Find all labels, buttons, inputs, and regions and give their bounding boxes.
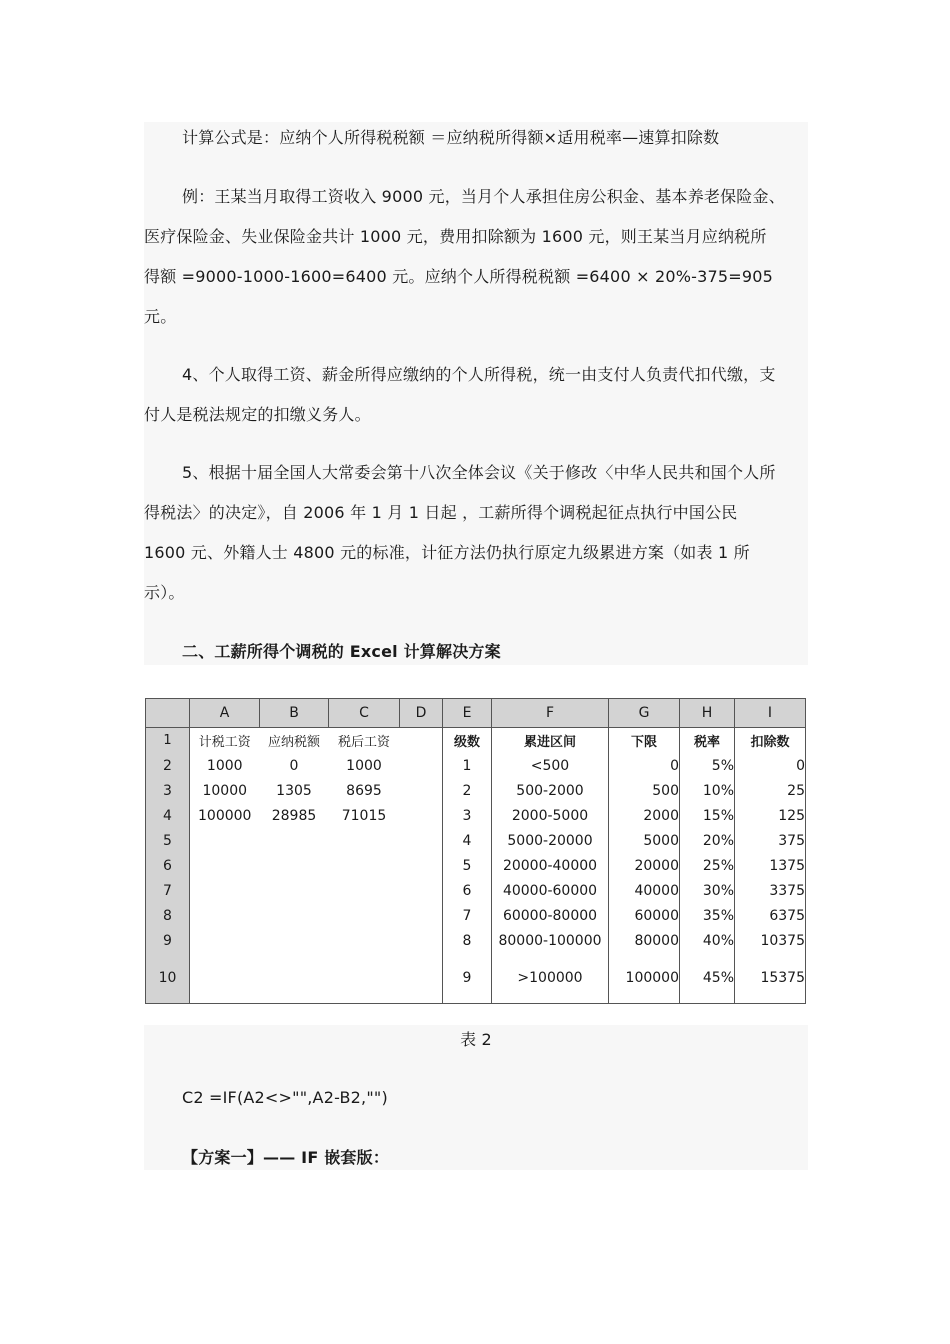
table-cell[interactable]: 2000 (609, 803, 680, 828)
table-cell[interactable]: 80000-100000 (492, 928, 609, 953)
table-cell[interactable]: 15375 (735, 953, 806, 1004)
table-cell[interactable]: 125 (735, 803, 806, 828)
table-cell[interactable] (190, 953, 260, 1004)
table-cell[interactable]: 10000 (202, 782, 248, 799)
table-cell[interactable]: 5% (680, 753, 735, 778)
table-cell[interactable]: 5000-20000 (492, 828, 609, 853)
column-header[interactable]: E (443, 699, 492, 728)
table-cell[interactable] (190, 903, 260, 928)
table-cell[interactable]: 4 (443, 828, 492, 853)
table-cell[interactable]: 3 (443, 803, 492, 828)
table-cell[interactable]: 8695 (346, 782, 382, 799)
table-cell[interactable] (400, 928, 443, 953)
column-header[interactable]: B (260, 699, 329, 728)
table-cell[interactable]: 8 (443, 928, 492, 953)
column-header-row (146, 699, 806, 728)
table-row (146, 728, 806, 754)
table-cell[interactable]: 500 (609, 778, 680, 803)
table-cell[interactable]: 6 (443, 878, 492, 903)
table-row (146, 853, 806, 878)
example-line-3: 得额 =9000-1000-1600=6400 元。应纳个人所得税税额 =6400 × 20%-375=905 (144, 267, 774, 286)
table-cell[interactable]: 0 (735, 753, 806, 778)
cell-header-taxable-wage[interactable]: 计税工资 (198, 735, 251, 750)
table-cell[interactable]: 3375 (735, 878, 806, 903)
example-paragraph (144, 177, 808, 337)
table-cell[interactable]: 375 (735, 828, 806, 853)
table-cell[interactable]: 7 (443, 903, 492, 928)
table-cell[interactable] (260, 853, 329, 878)
example-line-4: 元。 (144, 307, 177, 326)
table-cell[interactable] (260, 903, 329, 928)
cell-header-level[interactable]: 级数 (443, 728, 492, 754)
row-number[interactable]: 3 (146, 778, 190, 803)
paragraph-5 (144, 453, 808, 613)
table-cell[interactable]: 2000-5000 (492, 803, 609, 828)
table-cell[interactable]: 9 (443, 953, 492, 1004)
p4-line-2: 付人是税法规定的扣缴义务人。 (144, 405, 371, 424)
column-header[interactable]: F (492, 699, 609, 728)
formula-c2-text: C2 =IF(A2<>"",A2-B2,"") (182, 1088, 388, 1107)
p5-line-1: 5、根据十届全国人大常委会第十八次全体会议《关于修改〈中华人民共和国个人所 (182, 463, 776, 482)
cell-header-rate[interactable]: 税率 (680, 728, 735, 754)
scheme-heading (144, 1138, 808, 1178)
table-cell[interactable]: 71015 (341, 807, 387, 824)
table-caption (144, 1020, 808, 1060)
table-cell[interactable]: <500 (492, 753, 609, 778)
table-cell[interactable] (400, 753, 443, 778)
table-cell[interactable] (400, 803, 443, 828)
table-cell[interactable] (329, 903, 400, 928)
table-row (146, 878, 806, 903)
column-header[interactable]: G (609, 699, 680, 728)
table-cell[interactable] (190, 928, 260, 953)
row-number[interactable]: 9 (146, 928, 190, 953)
table-cell[interactable]: 500-2000 (492, 778, 609, 803)
table-row (146, 828, 806, 853)
column-header[interactable]: C (329, 699, 400, 728)
scheme-title: 【方案一】—— IF 嵌套版： (182, 1148, 390, 1167)
table-cell[interactable]: 10375 (735, 928, 806, 953)
table-cell[interactable]: 10% (680, 778, 735, 803)
table-cell[interactable] (260, 878, 329, 903)
table-cell[interactable] (400, 878, 443, 903)
table-cell[interactable]: 1 (443, 753, 492, 778)
table-cell[interactable]: 1000 (206, 757, 243, 774)
table-cell[interactable] (260, 828, 329, 853)
caption-text: 表 2 (460, 1030, 492, 1049)
table-cell[interactable] (329, 828, 400, 853)
table-cell[interactable]: 80000 (609, 928, 680, 953)
row-number[interactable]: 4 (146, 803, 190, 828)
table-cell[interactable] (400, 778, 443, 803)
table-cell[interactable]: 25% (680, 853, 735, 878)
cell-header-lower-limit[interactable]: 下限 (609, 728, 680, 754)
table-cell[interactable] (329, 878, 400, 903)
table-cell[interactable] (190, 878, 260, 903)
table-cell[interactable]: 6375 (735, 903, 806, 928)
row-number[interactable]: 2 (146, 753, 190, 778)
table-cell[interactable]: 45% (680, 953, 735, 1004)
row-number[interactable]: 5 (146, 828, 190, 853)
corner-cell[interactable] (146, 699, 190, 728)
column-header[interactable]: D (400, 699, 443, 728)
p5-line-4: 示）。 (144, 583, 185, 602)
table-cell[interactable]: 5 (443, 853, 492, 878)
table-cell[interactable]: 40000-60000 (492, 878, 609, 903)
formula-paragraph (144, 118, 808, 158)
table-row (146, 753, 806, 778)
table-cell[interactable]: 30% (680, 878, 735, 903)
table-cell[interactable] (329, 928, 400, 953)
cell-header-after-tax[interactable]: 税后工资 (337, 735, 390, 750)
table-cell[interactable] (190, 853, 260, 878)
table-cell[interactable]: 0 (289, 757, 299, 774)
table-cell[interactable]: 35% (680, 903, 735, 928)
table-cell[interactable] (260, 928, 329, 953)
column-header[interactable]: A (190, 699, 260, 728)
cell-header-deduction[interactable]: 扣除数 (735, 728, 806, 754)
table-cell[interactable]: 25 (735, 778, 806, 803)
table-cell[interactable] (329, 853, 400, 878)
table-cell[interactable]: 100000 (609, 953, 680, 1004)
formula-text: 计算公式是：应纳个人所得税税额 ＝应纳税所得额×适用税率—速算扣除数 (182, 128, 720, 147)
table-cell[interactable]: 60000-80000 (492, 903, 609, 928)
row-number[interactable]: 10 (146, 953, 190, 1004)
formula-c2-paragraph (144, 1078, 808, 1118)
table-cell[interactable]: 20000 (609, 853, 680, 878)
table-cell[interactable]: 1000 (346, 757, 382, 774)
table-cell[interactable] (260, 953, 329, 1004)
example-line-2: 医疗保险金、失业保险金共计 1000 元，费用扣除额为 1600 元，则王某当月应纳税所 (144, 227, 767, 246)
table-cell[interactable] (400, 953, 443, 1004)
table-cell[interactable]: 100000 (198, 807, 252, 824)
table-cell[interactable]: 60000 (609, 903, 680, 928)
table-cell[interactable] (400, 728, 443, 754)
table-row (146, 903, 806, 928)
table-cell[interactable]: 40% (680, 928, 735, 953)
row-number[interactable]: 6 (146, 853, 190, 878)
paragraph-4 (144, 355, 808, 435)
section-heading (144, 632, 808, 672)
table-cell[interactable] (400, 903, 443, 928)
table-cell[interactable]: 15% (680, 803, 735, 828)
table-cell[interactable] (190, 828, 260, 853)
table-row (146, 803, 806, 828)
cell-header-tax-due[interactable]: 应纳税额 (267, 735, 320, 750)
table-cell[interactable]: >100000 (492, 953, 609, 1004)
row-number[interactable]: 7 (146, 878, 190, 903)
table-cell[interactable]: 28985 (271, 807, 317, 824)
table-cell[interactable] (329, 953, 400, 1004)
p5-line-2: 得税法〉的决定》，自 2006 年 1 月 1 日起 ，工薪所得个调税起征点执行中国公民 (144, 503, 738, 522)
table-cell[interactable]: 2 (443, 778, 492, 803)
table-cell[interactable]: 20% (680, 828, 735, 853)
p4-line-1: 4、个人取得工资、薪金所得应缴纳的个人所得税，统一由支付人负责代扣代缴，支 (182, 365, 776, 384)
table-cell[interactable]: 20000-40000 (492, 853, 609, 878)
column-header[interactable]: I (735, 699, 806, 728)
row-number[interactable]: 1 (146, 728, 190, 754)
table-cell[interactable] (400, 828, 443, 853)
table-cell[interactable] (400, 853, 443, 878)
column-header[interactable]: H (680, 699, 735, 728)
tax-spreadsheet (145, 698, 806, 1004)
table-row (146, 778, 806, 803)
row-number[interactable]: 8 (146, 903, 190, 928)
table-cell[interactable]: 40000 (609, 878, 680, 903)
section-title: 二、工薪所得个调税的 Excel 计算解决方案 (182, 642, 501, 661)
p5-line-3: 1600 元、外籍人士 4800 元的标准，计征方法仍执行原定九级累进方案（如表 1 所 (144, 543, 750, 562)
cell-header-bracket[interactable]: 累进区间 (492, 728, 609, 754)
table-cell[interactable]: 5000 (609, 828, 680, 853)
table-cell[interactable]: 1375 (735, 853, 806, 878)
table-cell[interactable]: 1305 (276, 782, 312, 799)
table-cell[interactable]: 0 (609, 753, 680, 778)
table-row (146, 953, 806, 1004)
example-line-1: 例：王某当月取得工资收入 9000 元，当月个人承担住房公积金、基本养老保险金、 (182, 187, 785, 206)
table-row (146, 928, 806, 953)
